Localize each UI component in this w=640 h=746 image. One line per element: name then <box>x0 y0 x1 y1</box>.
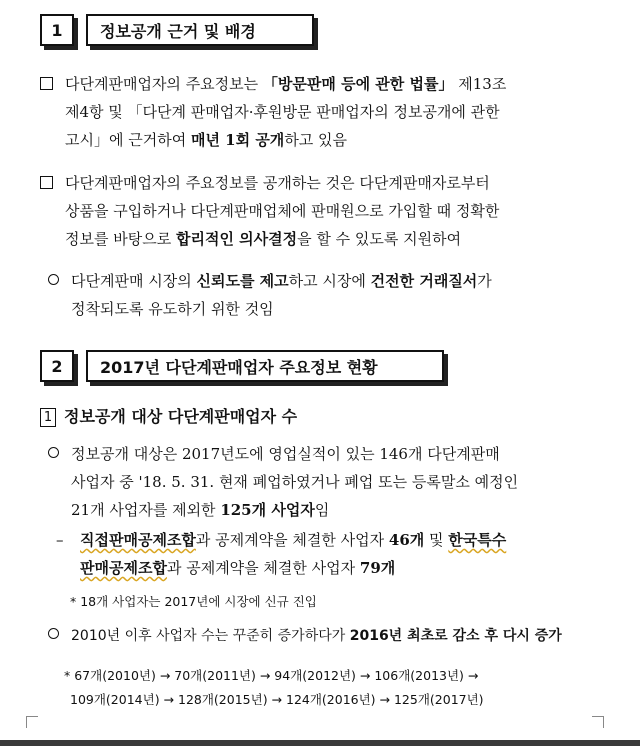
dash-bullet: – <box>56 531 64 549</box>
section-1-number: 1 <box>40 14 74 46</box>
text: 고시」에 근거하여 <box>65 131 191 149</box>
section-2-number: 2 <box>40 350 74 382</box>
cooperative-name: 한국특수 <box>448 531 507 549</box>
text: 정착되도록 유도하기 위한 것임 <box>71 300 274 318</box>
text: 정보를 바탕으로 <box>65 230 176 248</box>
text: 다단계판매업자의 주요정보를 공개하는 것은 다단계판매자로부터 <box>65 174 490 192</box>
subsection-number: 1 <box>40 408 56 427</box>
text: 사업자 중 '18. 5. 31. 현재 폐업하였거나 폐업 또는 등록말소 예정인 <box>71 473 519 491</box>
count: 46개 <box>388 531 425 549</box>
trend-footnote <box>64 664 484 712</box>
section-1-title: 정보공개 근거 및 배경 <box>86 14 314 46</box>
text: 제4항 및 「다단계 판매업자·후원방문 판매업자의 정보공개에 관한 <box>65 103 500 121</box>
page-bottom-edge <box>0 740 640 746</box>
text: 임 <box>314 501 330 519</box>
count: 79개 <box>359 559 396 577</box>
section-2-title: 2017년 다단계판매업자 주요정보 현황 <box>86 350 444 382</box>
square-bullet-icon <box>40 176 53 189</box>
emphasis: 2016년 최초로 감소 후 다시 증가 <box>349 628 562 644</box>
subsection-1-heading <box>40 404 297 427</box>
text: 하고 있음 <box>284 131 348 149</box>
law-name: 「방문판매 등에 관한 법률」 <box>262 75 454 93</box>
text: 상품을 구입하거나 다단계판매업체에 판매원으로 가입할 때 정확한 <box>65 202 500 220</box>
circle-bullet-icon <box>48 274 59 285</box>
text: 과 공제계약을 체결한 사업자 <box>166 559 360 577</box>
trend-line-1: * 67개(2010년) → 70개(2011년) → 94개(2012년) → 106개(2013년) → <box>64 668 479 683</box>
text: 및 <box>424 531 449 549</box>
subsection-title: 정보공개 대상 다단계판매업자 수 <box>64 407 298 426</box>
emphasis: 125개 사업자 <box>220 501 315 519</box>
paragraph-legal-basis <box>40 70 506 154</box>
cooperative-name: 직접판매공제조합 <box>80 531 196 549</box>
trend-line-2: 109개(2014년) → 128개(2015년) → 124개(2016년) → 125개(2017년) <box>70 692 484 707</box>
emphasis: 합리적인 의사결정 <box>175 230 298 248</box>
text: 가 <box>477 272 492 290</box>
circle-bullet-icon <box>48 447 59 458</box>
emphasis: 매년 1회 공개 <box>190 131 285 149</box>
square-bullet-icon <box>40 77 53 90</box>
emphasis: 건전한 거래질서 <box>370 272 478 290</box>
text: 정보공개 대상은 2017년도에 영업실적이 있는 146개 다단계판매 <box>71 445 500 463</box>
text: 21개 사업자를 제외한 <box>71 501 221 519</box>
page-corner-mark-right <box>592 716 604 728</box>
text: 다단계판매 시장의 <box>71 272 197 290</box>
paragraph-market-trust <box>48 267 492 323</box>
circle-bullet-icon <box>48 628 59 639</box>
paragraph-purpose <box>40 169 499 253</box>
paragraph-cooperative-breakdown <box>56 526 506 582</box>
footnote-new-entrants: * 18개 사업자는 2017년에 시장에 신규 진입 <box>70 594 317 609</box>
paragraph-trend <box>48 622 562 650</box>
text: 하고 시장에 <box>288 272 371 290</box>
page-corner-mark-left <box>26 716 38 728</box>
cooperative-name: 판매공제조합 <box>80 559 167 577</box>
text: 제13조 <box>453 75 507 93</box>
text: 과 공제계약을 체결한 사업자 <box>195 531 389 549</box>
paragraph-target-count <box>48 440 518 524</box>
text: 을 할 수 있도록 지원하여 <box>297 230 462 248</box>
text: 2010년 이후 사업자 수는 꾸준히 증가하다가 <box>71 628 350 644</box>
emphasis: 신뢰도를 제고 <box>196 272 289 290</box>
text: 다단계판매업자의 주요정보는 <box>65 75 263 93</box>
